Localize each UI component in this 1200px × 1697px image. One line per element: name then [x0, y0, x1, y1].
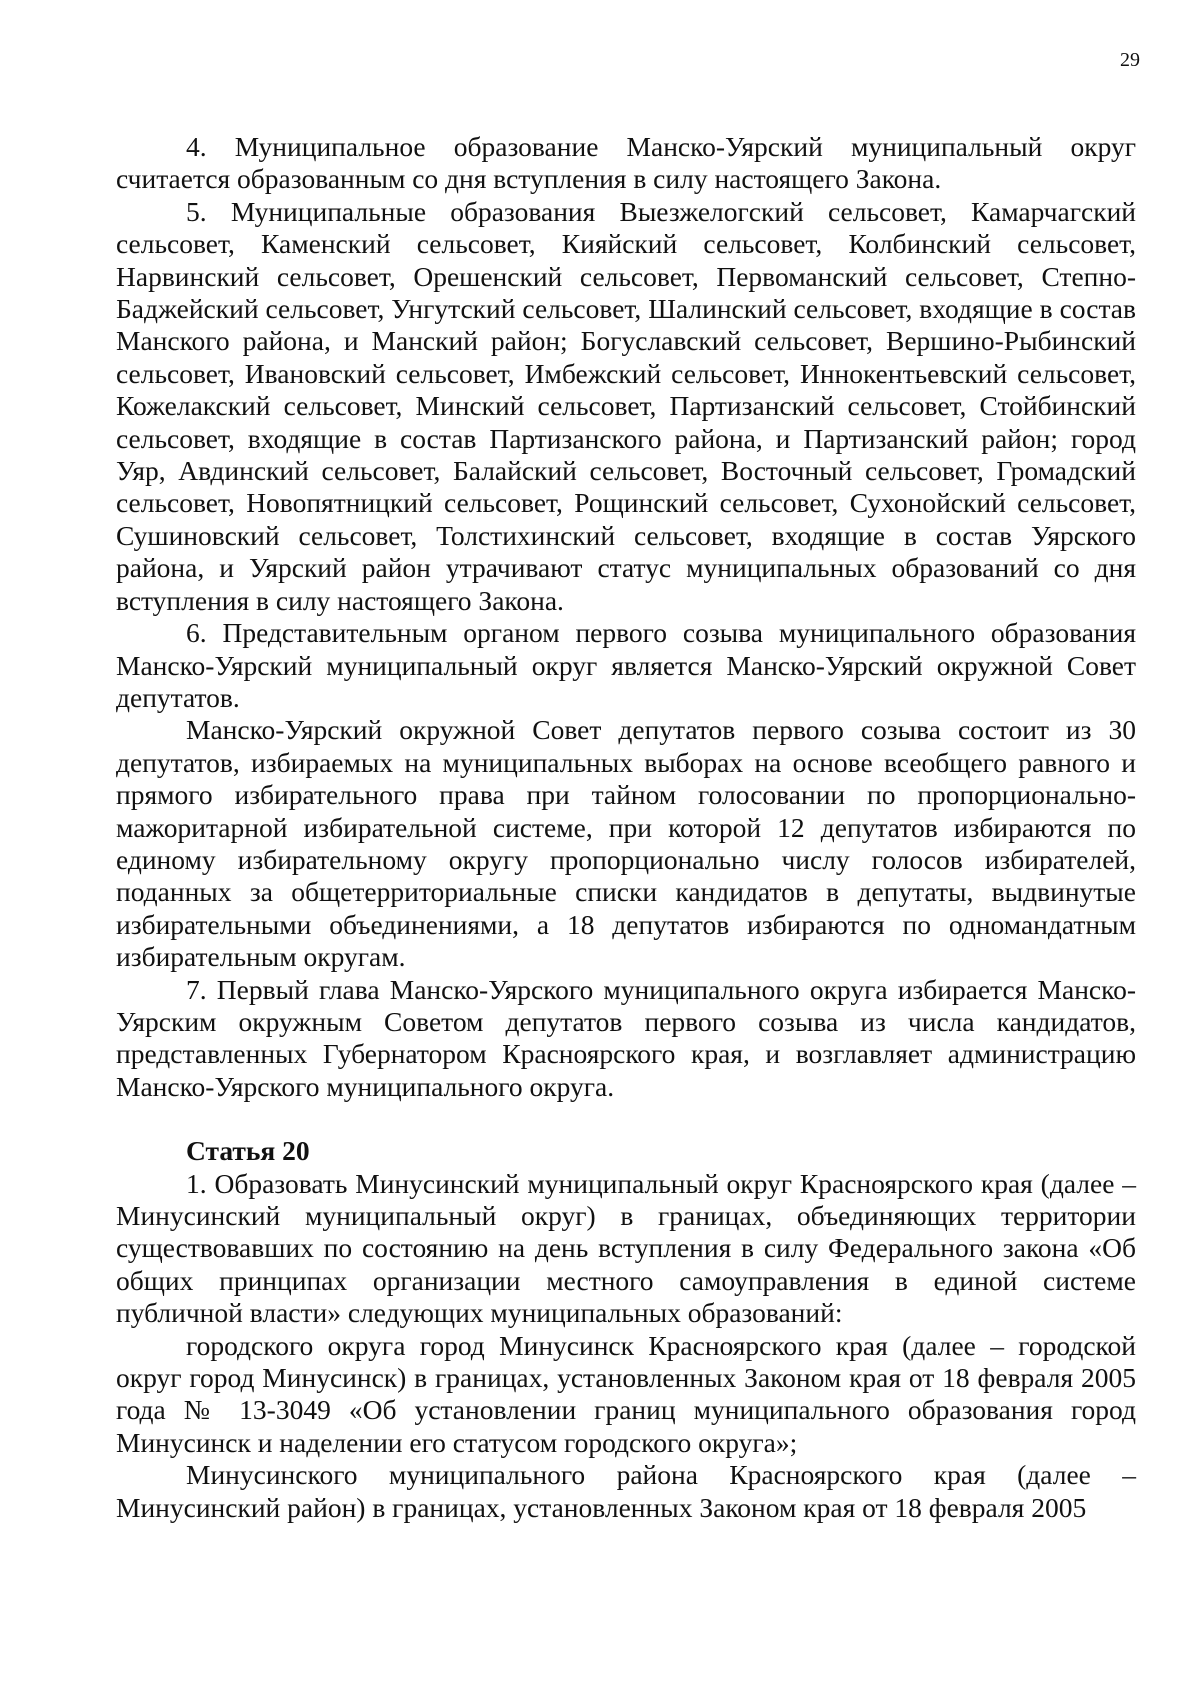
paragraph-item-4: 4. Муниципальное образование Манско-Уярский муниципальный округ считается образованным со дня вступления в силу настоящего Закона. [116, 131, 1136, 195]
page-number: 29 [1120, 49, 1140, 71]
paragraph-municipal-district: Минусинского муниципального района Красноярского края (далее – Минусинский район) в границах, установленных Законом края от 18 февраля 2005 [116, 1459, 1136, 1523]
document-body [116, 131, 1136, 1524]
section-spacer [116, 1103, 1136, 1135]
paragraph-council-composition: Манско-Уярский окружной Совет депутатов первого созыва состоит из 30 депутатов, избираемых на муниципальных выборах на основе всеобщего равного и прямого избирательного права при тайном голосовании по пропорционально-мажоритарной избирательной системе, при которой 12 депутатов избираются по единому избирательному округу пропорционально числу голосов избирателей, поданных за общетерриториальные списки кандидатов в депутаты, выдвинутые избирательными объединениями, а 18 депутатов избираются по одномандатным избирательным округам. [116, 714, 1136, 973]
paragraph-item-7: 7. Первый глава Манско-Уярского муниципального округа избирается Манско-Уярским окружным Советом депутатов первого созыва из числа кандидатов, представленных Губернатором Красноярского края, и возглавляет администрацию Манско-Уярского муниципального округа. [116, 973, 1136, 1102]
paragraph-city-district: городского округа город Минусинск Красноярского края (далее – городской округ город Минусинск) в границах, установленных Законом края от 18 февраля 2005 года № 13-3049 «Об установлении границ муниципального образования город Минусинск и наделении его статусом городского округа»; [116, 1329, 1136, 1458]
paragraph-article20-item-1: 1. Образовать Минусинский муниципальный округ Красноярского края (далее – Минусинский муниципальный округ) в границах, объединяющих территории существовавших по состоянию на день вступления в силу Федерального закона «Об общих принципах организации местного самоуправления в единой системе публичной власти» следующих муниципальных образований: [116, 1167, 1136, 1329]
paragraph-item-5: 5. Муниципальные образования Выезжелогский сельсовет, Камарчагский сельсовет, Каменский сельсовет, Кияйский сельсовет, Колбинский сельсовет, Нарвинский сельсовет, Орешенский сельсовет, Первоманский сельсовет, Степно-Баджейский сельсовет, Унгутский сельсовет, Шалинский сельсовет, входящие в состав Манского района, и Манский район; Богуславский сельсовет, Вершино-Рыбинский сельсовет, Ивановский сельсовет, Имбежский сельсовет, Иннокентьевский сельсовет, Кожелакский сельсовет, Минский сельсовет, Партизанский сельсовет, Стойбинский сельсовет, входящие в состав Партизанского района, и Партизанский район; город Уяр, Авдинский сельсовет, Балайский сельсовет, Восточный сельсовет, Громадский сельсовет, Новопятницкий сельсовет, Рощинский сельсовет, Сухонойский сельсовет, Сушиновский сельсовет, Толстихинский сельсовет, входящие в состав Уярского района, и Уярский район утрачивают статус муниципальных образований со дня вступления в силу настоящего Закона. [116, 195, 1136, 616]
article-heading: Статья 20 [186, 1135, 310, 1167]
paragraph-item-6: 6. Представительным органом первого созыва муниципального образования Манско-Уярский муниципальный округ является Манско-Уярский окружной Совет депутатов. [116, 617, 1136, 713]
